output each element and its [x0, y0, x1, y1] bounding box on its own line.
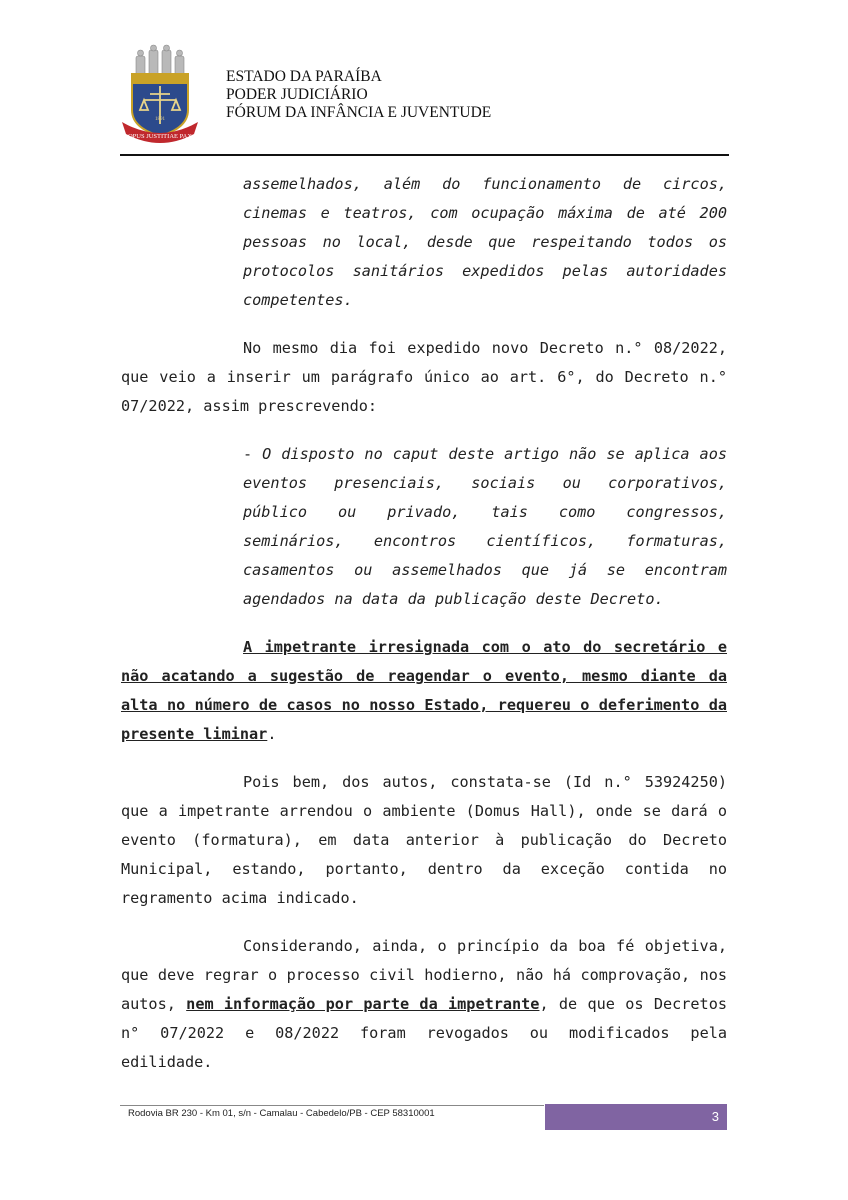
- footer-address: Rodovia BR 230 - Km 01, s/n - Camalau - Cabedelo/PB - CEP 58310001: [128, 1108, 435, 1119]
- emphasis-petitioner-request: A impetrante irresignada com o ato do secretário e não acatando a sugestão de reagendar o evento, mesmo diante da alta no número de casos no nosso Estado, requereu o deferimento da presente liminar: [121, 638, 727, 743]
- header-judiciary: PODER JUDICIÁRIO: [226, 86, 368, 103]
- page-number: 3: [711, 1109, 719, 1124]
- crest-year-text: 1891: [155, 117, 165, 122]
- page-number-box: [545, 1104, 727, 1130]
- paragraph-new-decree: No mesmo dia foi expedido novo Decreto n.° 08/2022, que veio a inserir um parágrafo único ao art. 6°, do Decreto n.° 07/2022, assim prescrevendo:: [121, 339, 727, 415]
- good-faith-text-start: Considerando, ainda, o princípio da boa fé objetiva, que deve regrar o processo civil hodierno, não há comprovação, nos autos,: [121, 937, 727, 1013]
- quote-decree-excerpt: assemelhados, além do funcionamento de circos, cinemas e teatros, com ocupação máxima de até 200 pessoas no local, desde que respeitando todos os protocolos sanitários expedidos pelas autoridades competentes.: [243, 175, 727, 309]
- quote-dash: -: [243, 445, 263, 463]
- court-crest-logo: [118, 44, 202, 148]
- header-forum: FÓRUM DA INFÂNCIA E JUVENTUDE: [226, 104, 492, 121]
- quote-sole-paragraph: [243, 440, 727, 614]
- header-state: ESTADO DA PARAÍBA: [226, 68, 382, 85]
- footer-divider: [120, 1105, 544, 1106]
- header-divider: [120, 154, 729, 156]
- quote-sole-paragraph-text: O disposto no caput deste artigo não se aplica aos eventos presenciais, sociais ou corporativos, público ou privado, tais como congressos, seminários, encontros científicos, formaturas, casamentos ou assemelhados que já se encontram agendados na data da publicação deste Decreto.: [243, 445, 727, 608]
- paragraph-good-faith: [121, 932, 727, 1077]
- paragraph-lease-evidence: Pois bem, dos autos, constata-se (Id n.° 53924250) que a impetrante arrendou o ambiente (Domus Hall), onde se dará o evento (formatura), em data anterior à publicação do Decreto Municipal, estando, portanto, dentro da exceção contida no regramento acima indicado.: [121, 773, 727, 907]
- emphasis-no-information: nem informação por parte da impetrante: [186, 995, 540, 1013]
- paragraph-petitioner-request: [121, 633, 727, 749]
- paragraph-end-period: .: [267, 725, 277, 743]
- good-faith-text-end: , de que os Decretos n° 07/2022 e 08/2022 foram revogados ou modificados pela edilidade.: [121, 995, 727, 1071]
- document-body: [121, 170, 727, 1077]
- crest-ribbon-text: OPUS JUSTITIAE PAX: [127, 133, 193, 140]
- letterhead: [226, 68, 491, 122]
